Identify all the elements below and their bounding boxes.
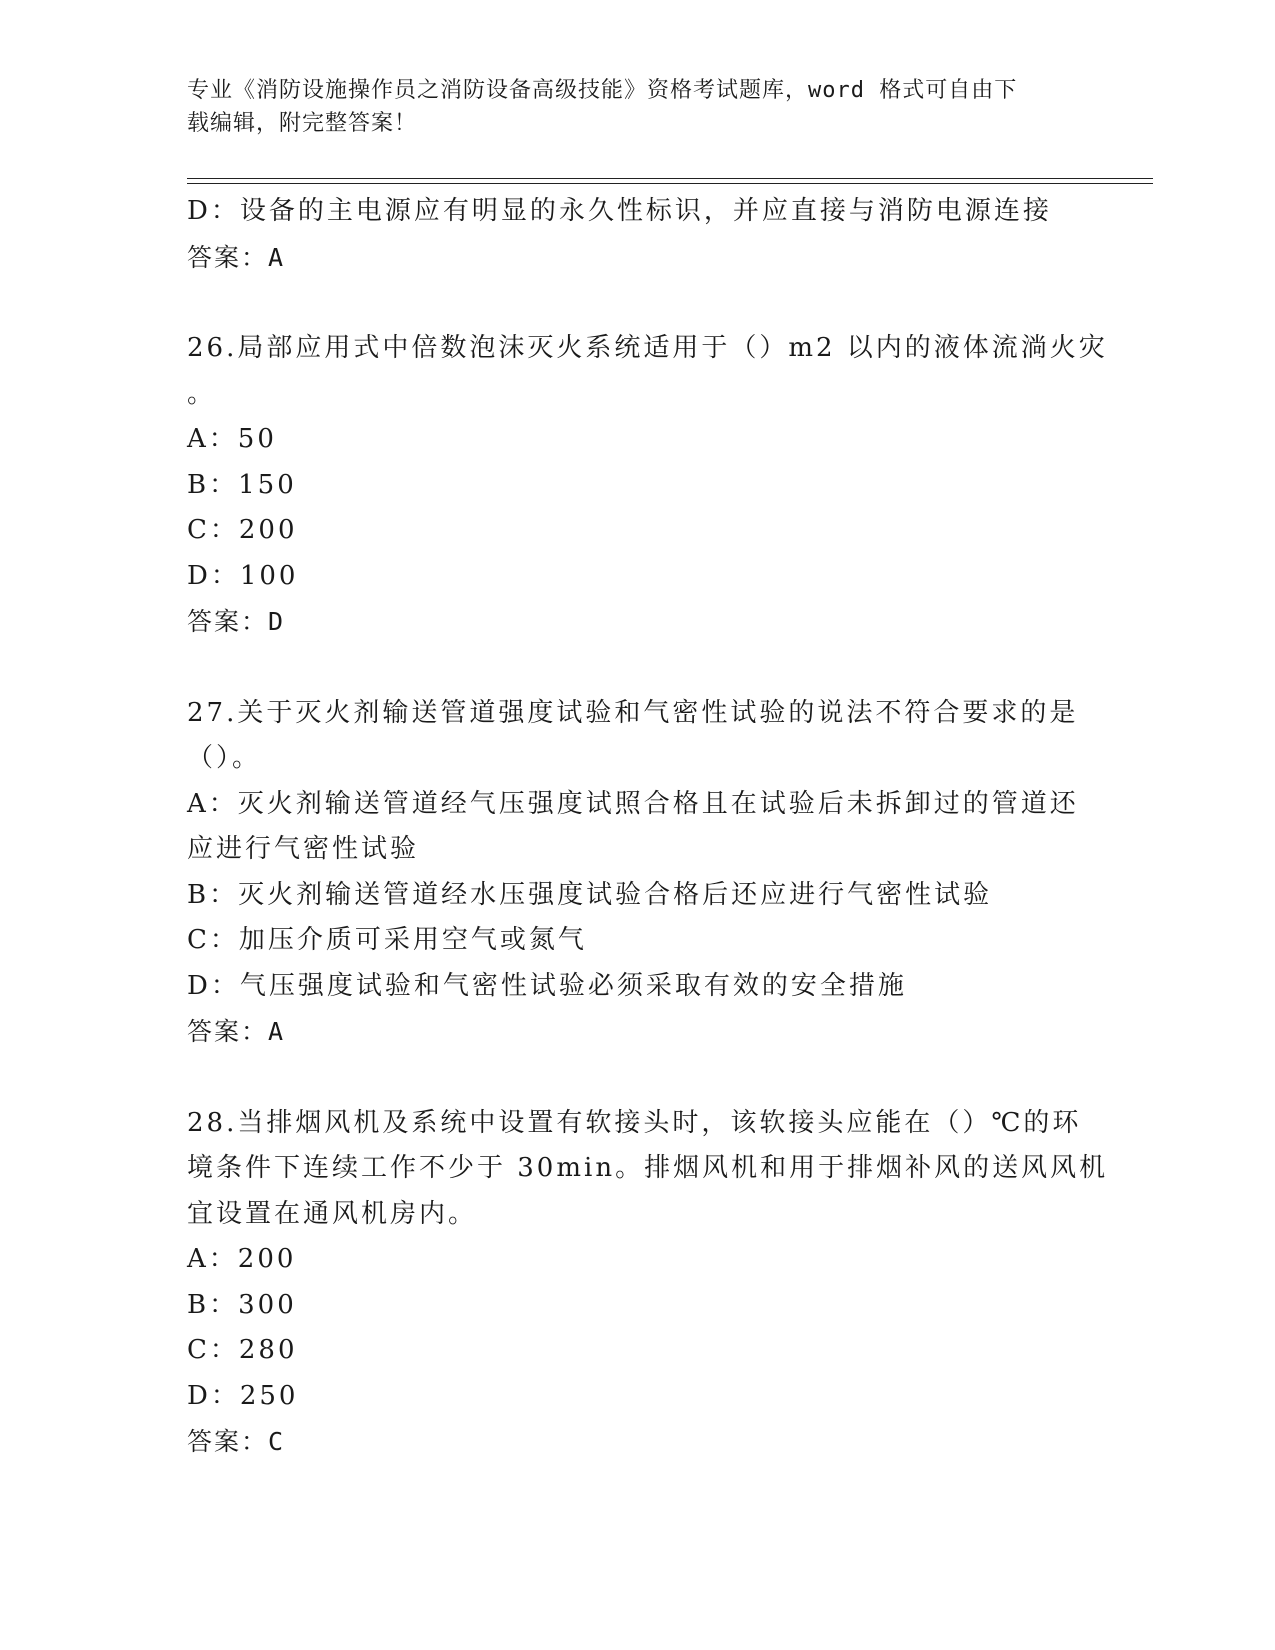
question-27-answer: 答案：A (187, 1017, 286, 1046)
header-divider-bottom (187, 183, 1153, 184)
prev-answer: 答案：A (187, 242, 286, 272)
question-26-stem-2: 。 (187, 378, 217, 409)
question-28-option-d: D：250 (187, 1380, 299, 1411)
question-28 (187, 1101, 1109, 1465)
question-28-option-c: C：280 (187, 1335, 298, 1365)
question-26-stem-1: 26.局部应用式中倍数泡沫灭火系统适用于（）m2 以内的液体流淌火灾 (187, 333, 1108, 363)
question-27-option-c: C：加压介质可采用空气或氮气 (187, 925, 587, 955)
question-28-stem-1: 28.当排烟风机及系统中设置有软接头时，该软接头应能在（）℃的环 (187, 1107, 1082, 1138)
question-28-answer: 答案：C (187, 1427, 286, 1456)
question-28-stem-2: 境条件下连续工作不少于 30min。排烟风机和用于排烟补风的送风风机 (187, 1153, 1109, 1183)
question-26-answer: 答案：D (187, 607, 286, 636)
header-line-1: 专业《消防设施操作员之消防设备高级技能》资格考试题库，word 格式可自由下 (187, 78, 1018, 103)
question-27-stem-1: 27.关于灭火剂输送管道强度试验和气密性试验的说法不符合要求的是 (187, 697, 1079, 728)
question-27 (187, 691, 1087, 1055)
question-27-option-a-line-1: A：灭火剂输送管道经气压强度试照合格且在试验后未拆卸过的管道还 (187, 788, 1079, 819)
question-26-option-c: C：200 (187, 515, 298, 545)
question-content (187, 189, 1109, 1465)
question-27-option-b: B：灭火剂输送管道经水压强度试验合格后还应进行气密性试验 (187, 879, 993, 910)
question-26-option-b: B：150 (187, 469, 297, 500)
prev-option-d: D：设备的主电源应有明显的永久性标识，并应直接与消防电源连接 (187, 196, 1052, 226)
spacer (187, 645, 1087, 691)
question-27-option-d: D：气压强度试验和气密性试验必须采取有效的安全措施 (187, 970, 907, 1001)
question-26-option-a: A：50 (187, 424, 277, 454)
spacer (187, 280, 1087, 326)
header-line-2: 载编辑，附完整答案！ (187, 111, 418, 136)
question-27-option-a-line-2: 应进行气密性试验 (187, 834, 420, 864)
question-28-stem-3: 宜设置在通风机房内。 (187, 1198, 478, 1229)
question-28-option-a: A：200 (187, 1244, 297, 1274)
question-26 (187, 326, 1108, 645)
question-26-option-d: D：100 (187, 560, 299, 591)
spacer (187, 1055, 1087, 1101)
question-28-option-b: B：300 (187, 1289, 297, 1320)
question-27-stem-2: （）。 (187, 743, 262, 773)
header-divider-top (187, 178, 1153, 179)
document-header (187, 74, 1067, 140)
